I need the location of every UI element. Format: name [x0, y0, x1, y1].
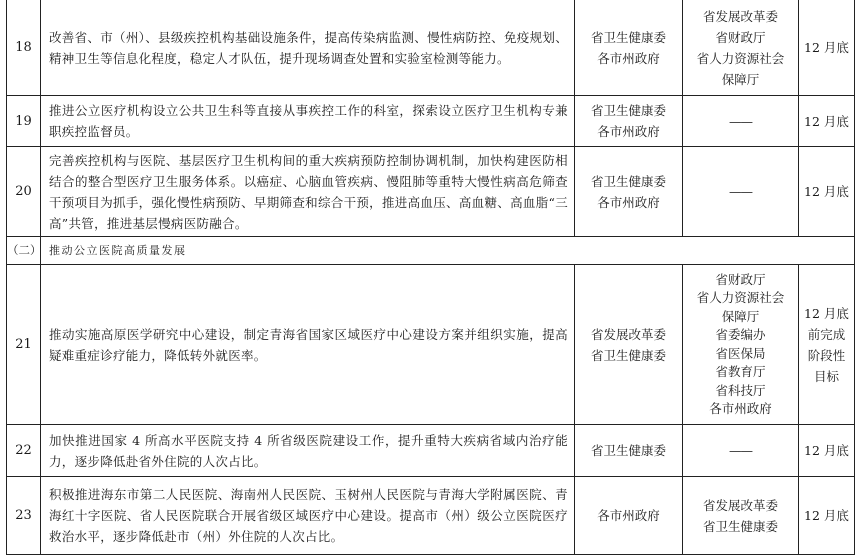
task-description: 改善省、市（州）、县级疾控机构基础设施条件，提高传染病监测、慢性病防控、免疫规划、精神卫生等信息化程度，稳定人才队伍，提升现场调查处置和实验室检测等能力。	[41, 0, 575, 96]
cooperating-unit-line: 各市州政府	[709, 401, 772, 416]
row-number: 23	[7, 477, 41, 555]
cooperating-unit-line: 省发展改革委	[702, 8, 778, 24]
row-number: 21	[7, 265, 41, 425]
lead-unit	[575, 147, 683, 237]
cooperating-unit-line: 省财政厅	[715, 271, 766, 287]
cooperating-unit-line: 省财政厅	[715, 29, 766, 45]
lead-unit-line: 省卫生健康委	[590, 103, 666, 118]
deadline: 12 月底	[799, 477, 855, 555]
row-number: 18	[7, 0, 41, 96]
deadline: 12 月底	[799, 425, 855, 477]
lead-unit-line: 省卫生健康委	[590, 29, 666, 45]
lead-unit-line: 省卫生健康委	[590, 347, 666, 363]
lead-unit: 省卫生健康委	[575, 425, 683, 477]
cooperating-unit-line: 省发展改革委	[702, 497, 778, 513]
deadline	[799, 265, 855, 425]
table-row	[7, 0, 855, 96]
cooperating-units	[683, 265, 799, 425]
table-row	[7, 147, 855, 237]
table-row	[7, 477, 855, 555]
table-row	[7, 265, 855, 425]
deadline-line: 目标	[813, 368, 839, 384]
row-number: 19	[7, 96, 41, 147]
section-number: （二）	[7, 237, 41, 265]
cooperating-unit-line: 省科技厅	[715, 382, 766, 398]
section-title: 推动公立医院高质量发展	[41, 237, 855, 265]
task-description: 推进公立医疗机构设立公共卫生科等直接从事疾控工作的科室，探索设立医疗卫生机构专兼职疾控监督员。	[41, 96, 575, 147]
cooperating-units: ——	[683, 147, 799, 237]
cooperating-unit-line: 省教育厅	[715, 364, 766, 379]
lead-unit	[575, 96, 683, 147]
table-row	[7, 425, 855, 477]
section-row	[7, 237, 855, 265]
task-description: 加快推进国家 4 所高水平医院支持 4 所省级医院建设工作，提升重特大疾病省域内治疗能力，逐步降低赴省外住院的人次占比。	[41, 425, 575, 477]
lead-unit	[575, 0, 683, 96]
row-number: 22	[7, 425, 41, 477]
task-table	[6, 0, 855, 555]
task-description: 完善疾控机构与医院、基层医疗卫生机构间的重大疾病预防控制协调机制，加快构建医防相结合的整合型医疗卫生服务体系。以癌症、心脑血管疾病、慢阻肺等重特大慢性病高危筛查干预项目为抓手，强化慢性病预防、早期筛查和综合干预，推进高血压、高血糖、高血脂“三高”共管，推进基层慢病医防融合。	[41, 147, 575, 237]
lead-unit: 各市州政府	[575, 477, 683, 555]
cooperating-unit-line: 省人力资源社会	[696, 290, 785, 305]
cooperating-units: ——	[683, 425, 799, 477]
deadline-line: 前完成	[807, 326, 846, 342]
cooperating-units	[683, 477, 799, 555]
task-description: 推动实施高原医学研究中心建设，制定青海省国家区域医疗中心建设方案并组织实施，提高疑难重症诊疗能力，降低转外就医率。	[41, 265, 575, 425]
lead-unit-line: 省发展改革委	[590, 326, 666, 342]
deadline-line: 阶段性	[807, 347, 846, 363]
cooperating-unit-line: 省人力资源社会	[696, 50, 785, 66]
cooperating-units	[683, 0, 799, 96]
cooperating-unit-line: 省医保局	[715, 345, 766, 361]
lead-unit-line: 各市州政府	[597, 194, 660, 210]
deadline: 12 月底	[799, 0, 855, 96]
deadline-line: 12 月底	[804, 305, 849, 321]
row-number: 20	[7, 147, 41, 237]
lead-unit-line: 各市州政府	[597, 50, 660, 66]
table-row	[7, 96, 855, 147]
cooperating-unit-line: 省委编办	[715, 327, 766, 342]
cooperating-unit-line: 省卫生健康委	[702, 518, 778, 534]
deadline: 12 月底	[799, 147, 855, 237]
cooperating-unit-line: 保障厅	[721, 71, 760, 87]
task-description: 积极推进海东市第二人民医院、海南州人民医院、玉树州人民医院与青海大学附属医院、青海红十字医院、省人民医院联合开展省级区域医疗中心建设。提高市（州）级公立医院医疗救治水平，逐步降低赴市（州）外住院的人次占比。	[41, 477, 575, 555]
lead-unit-line: 各市州政府	[597, 124, 660, 139]
deadline: 12 月底	[799, 96, 855, 147]
cooperating-units: ——	[683, 96, 799, 147]
lead-unit	[575, 265, 683, 425]
cooperating-unit-line: 保障厅	[721, 308, 760, 324]
lead-unit-line: 省卫生健康委	[590, 173, 666, 189]
